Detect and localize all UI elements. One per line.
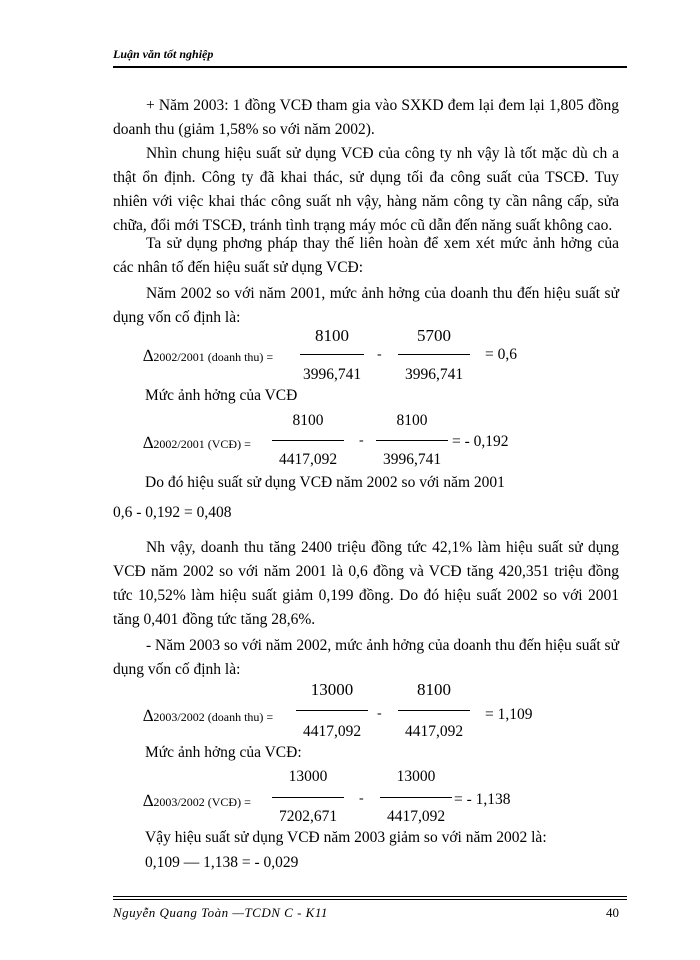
formula-4-lhs: ∆2003/2002 (VCĐ) = bbox=[143, 791, 251, 810]
paragraph-1: + Năm 2003: 1 đồng VCĐ tham gia vào SXKD đem lại đem lại 1,805 đồng doanh thu (giảm 1,58% so với năm 2002). bbox=[113, 97, 619, 138]
formula-3-operator: - bbox=[377, 706, 382, 721]
formula-4-fraction-bar-1 bbox=[272, 797, 344, 798]
footer-rule bbox=[113, 896, 627, 897]
footer-rule-second bbox=[113, 899, 627, 900]
formula-1-denominator-2: 3996,741 bbox=[404, 366, 464, 383]
paragraph-10: Mức ảnh hởng của VCĐ: bbox=[145, 744, 302, 761]
formula-1-result: = 0,6 bbox=[485, 346, 517, 363]
formula-1-fraction-bar-1 bbox=[300, 354, 364, 355]
header-rule bbox=[113, 66, 627, 68]
formula-1-operator: - bbox=[377, 347, 382, 362]
page-number: 40 bbox=[606, 905, 619, 920]
formula-2-fraction-bar-2 bbox=[376, 440, 448, 441]
formula-3-denominator-1: 4417,092 bbox=[302, 723, 362, 740]
paragraph-7: 0,6 - 0,192 = 0,408 bbox=[113, 504, 232, 521]
paragraph-5: Mức ảnh hởng của VCĐ bbox=[145, 387, 298, 404]
formula-4-numerator-2: 13000 bbox=[396, 768, 436, 785]
footer-author: Nguyễn Quang Toàn —TCDN C - K11 bbox=[113, 905, 328, 920]
formula-3-numerator-1: 13000 bbox=[310, 680, 354, 699]
paragraph-2: Nhìn chung hiệu suất sử dụng VCĐ của công ty nh vậy là tốt mặc dù ch a thật ổn định. Công ty đã khai thác, sử dụng tối đa công suất của TSCĐ. Tuy nhiên với việc khai thác công suất nh vậy, hàng năm công ty cần nâng cấp, sửa chữa, đổi mới TSCĐ, tránh tình trạng máy móc cũ dẫn đến năng suất không cao. bbox=[113, 145, 619, 234]
formula-1-fraction-bar-2 bbox=[398, 354, 470, 355]
formula-2-operator: - bbox=[359, 433, 364, 448]
paragraph-3: Ta sử dụng phơng pháp thay thế liên hoàn để xem xét mức ảnh hởng của các nhân tố đến hiệu suất sử dụng VCĐ: bbox=[113, 235, 619, 276]
paragraph-9: - Năm 2003 so với năm 2002, mức ảnh hởng của doanh thu đến hiệu suất sử dụng vốn cố định là: bbox=[113, 637, 619, 678]
formula-1-numerator-1: 8100 bbox=[315, 326, 349, 345]
formula-2-lhs: ∆2002/2001 (VCĐ) = bbox=[143, 433, 251, 452]
formula-3-fraction-bar-1 bbox=[296, 710, 368, 711]
paragraph-8: Nh vậy, doanh thu tăng 2400 triệu đồng tức 42,1% làm hiệu suất sử dụng VCĐ năm 2002 so với năm 2001 là 0,6 đồng và VCĐ tăng 420,351 triệu đồng tức 10,52% làm hiệu suất giảm 0,199 đồng. Do đó hiệu suất 2002 so với 2001 tăng 0,401 đồng tức tăng 28,6%. bbox=[113, 539, 619, 628]
formula-2-denominator-2: 3996,741 bbox=[382, 451, 442, 468]
paragraph-4: Năm 2002 so với năm 2001, mức ảnh hởng của doanh thu đến hiệu suất sử dụng vốn cố định là: bbox=[113, 285, 619, 326]
formula-1-numerator-2: 5700 bbox=[417, 326, 451, 345]
formula-4-denominator-2: 4417,092 bbox=[386, 808, 446, 825]
formula-2-numerator-2: 8100 bbox=[396, 412, 428, 429]
formula-4-denominator-1: 7202,671 bbox=[278, 808, 338, 825]
formula-3-result: = 1,109 bbox=[485, 706, 533, 723]
formula-3-lhs: ∆2003/2002 (doanh thu) = bbox=[143, 706, 274, 725]
formula-2-denominator-1: 4417,092 bbox=[278, 451, 338, 468]
formula-4-numerator-1: 13000 bbox=[288, 768, 328, 785]
paragraph-11: Vậy hiệu suất sử dụng VCĐ năm 2003 giảm so với năm 2002 là: bbox=[145, 829, 547, 846]
formula-3-denominator-2: 4417,092 bbox=[404, 723, 464, 740]
formula-4-result: = - 1,138 bbox=[454, 791, 511, 808]
formula-3-fraction-bar-2 bbox=[398, 710, 470, 711]
paragraph-12: 0,109 — 1,138 = - 0,029 bbox=[145, 854, 299, 871]
formula-2-result: = - 0,192 bbox=[452, 433, 509, 450]
formula-3-numerator-2: 8100 bbox=[417, 680, 451, 699]
formula-1-denominator-1: 3996,741 bbox=[302, 366, 362, 383]
header-title: Luận văn tốt nghiệp bbox=[113, 47, 214, 61]
paragraph-6: Do đó hiệu suất sử dụng VCĐ năm 2002 so với năm 2001 bbox=[145, 474, 505, 491]
formula-2-fraction-bar-1 bbox=[272, 440, 344, 441]
formula-2-numerator-1: 8100 bbox=[292, 412, 324, 429]
formula-4-fraction-bar-2 bbox=[380, 797, 452, 798]
formula-4-operator: - bbox=[359, 791, 364, 806]
formula-1-lhs: ∆2002/2001 (doanh thu) = bbox=[143, 346, 274, 365]
